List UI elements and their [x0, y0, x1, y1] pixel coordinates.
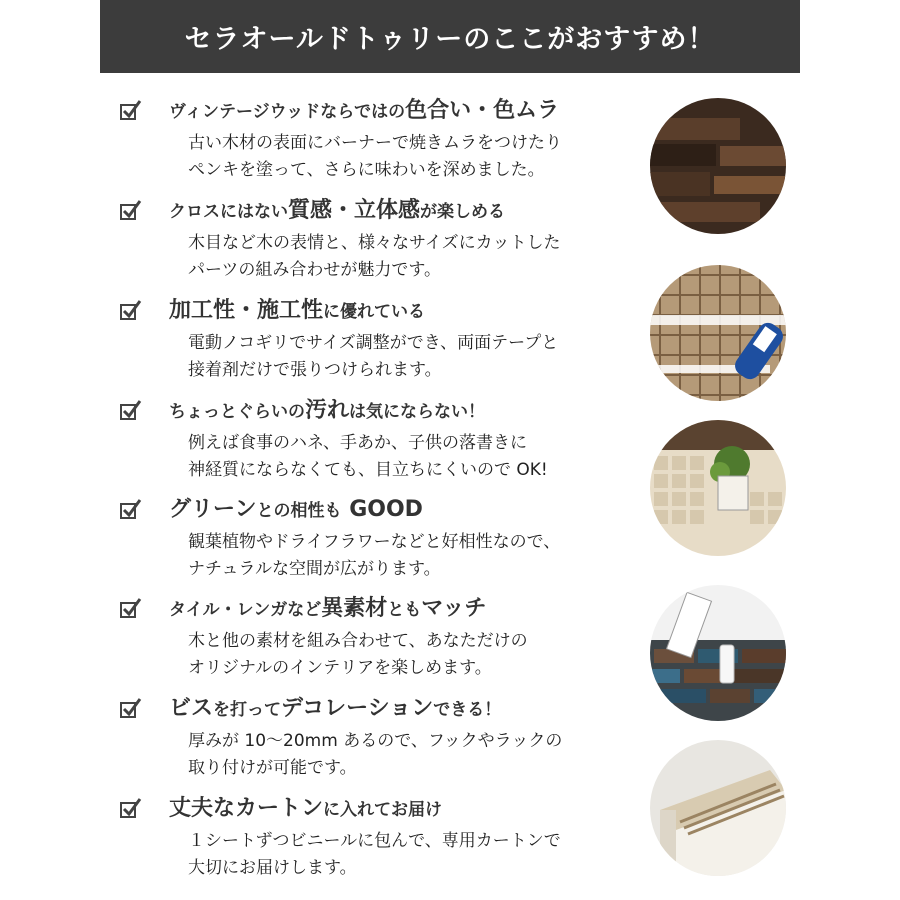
header-banner [100, 0, 800, 73]
feature-item [112, 495, 632, 591]
feature-item [112, 296, 632, 392]
brick-interior-photo [650, 585, 786, 721]
feature-item [112, 96, 632, 192]
feature-description: 木目など木の表情と、様々なサイズにカットした パーツの組み合わせが魅力です。 [188, 233, 561, 280]
checkmark-icon [120, 99, 142, 121]
checkmark-icon [120, 199, 142, 221]
feature-heading: タイル・レンガなど異素材ともマッチ [169, 596, 487, 621]
feature-description: 厚みが 10〜20mm あるので、フックやラックの 取り付けが可能です。 [188, 731, 563, 778]
feature-heading: 丈夫なカートンに入れてお届け [169, 796, 443, 821]
checkmark-icon [120, 597, 142, 619]
mosaic-tile-plant-photo [650, 420, 786, 556]
feature-item [112, 594, 632, 690]
checkmark-icon [120, 697, 142, 719]
feature-item [112, 196, 632, 292]
checkmark-icon [120, 299, 142, 321]
feature-heading: ちょっとぐらいの汚れは気にならない！ [169, 398, 486, 423]
tile-adhesive-photo [650, 265, 786, 401]
feature-heading: ビスを打ってデコレーションできる！ [169, 696, 502, 721]
feature-item [112, 694, 632, 790]
feature-heading: 加工性・施工性に優れている [169, 298, 426, 323]
feature-heading: ヴィンテージウッドならではの色合い・色ムラ [169, 98, 560, 123]
feature-heading: クロスにはない質感・立体感が楽しめる [169, 198, 506, 223]
feature-description: 例えば食事のハネ、手あか、子供の落書きに 神経質にならなくても、目立ちにくいので OK! [188, 433, 548, 480]
feature-item [112, 794, 632, 890]
feature-description: 古い木材の表面にバーナーで焼きムラをつけたり ペンキを塗って、さらに味わいを深めました。 [188, 133, 562, 180]
feature-heading: グリーンとの相性も GOOD [169, 497, 423, 522]
feature-description: 木と他の素材を組み合わせて、あなただけの オリジナルのインテリアを楽しめます。 [188, 631, 528, 678]
shipping-carton-photo [650, 740, 786, 876]
feature-description: １シートずつビニールに包んで、専用カートンで 大切にお届けします。 [188, 831, 561, 878]
checkmark-icon [120, 797, 142, 819]
wood-panel-photo [650, 98, 786, 234]
feature-description: 観葉植物やドライフラワーなどと好相性なので、 ナチュラルな空間が広がります。 [188, 532, 561, 579]
checkmark-icon [120, 399, 142, 421]
page-title: セラオールドトゥリーのここがおすすめ！ [184, 24, 716, 55]
checkmark-icon [120, 498, 142, 520]
feature-description: 電動ノコギリでサイズ調整ができ、両面テープと 接着剤だけで張りつけられます。 [188, 333, 559, 380]
feature-item [112, 396, 632, 492]
